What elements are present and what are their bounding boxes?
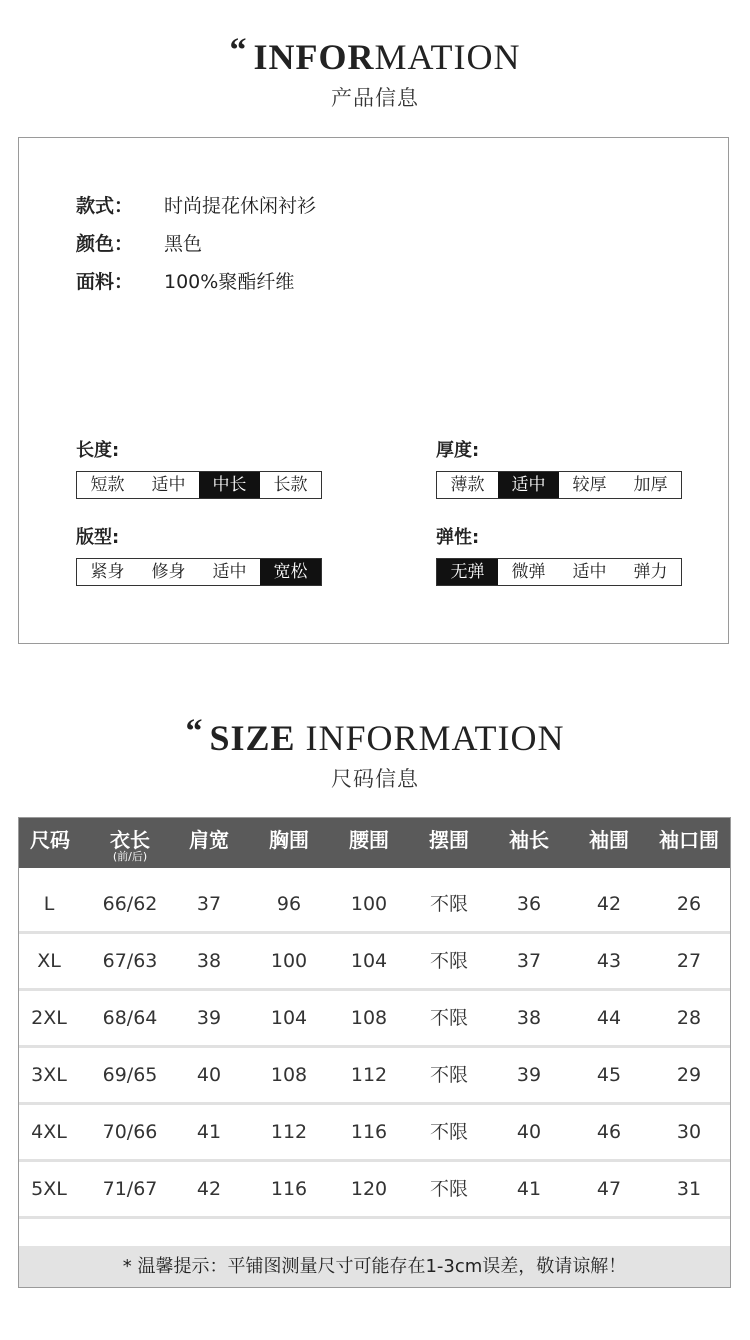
info-title-rest: MATION xyxy=(374,37,521,77)
table-cell: 29 xyxy=(676,1064,702,1086)
attr-value: 时尚提花休闲衬衫 xyxy=(164,195,317,217)
fit-option: 宽松 xyxy=(260,559,321,585)
attr-value: 100%聚酯纤维 xyxy=(164,271,295,293)
table-cell: 116 xyxy=(350,1121,388,1143)
table-cell: 108 xyxy=(270,1064,308,1086)
header-cell-length xyxy=(91,818,169,868)
fit-label: 版型: xyxy=(76,527,120,548)
table-header xyxy=(19,818,730,868)
table-row xyxy=(19,877,730,934)
table-cell: 71/67 xyxy=(102,1178,158,1200)
table-row xyxy=(19,991,730,1048)
length-option: 短款 xyxy=(90,475,125,495)
table-cell: 39 xyxy=(516,1064,542,1086)
table-cell: 47 xyxy=(596,1178,622,1200)
quote-mark: “ xyxy=(229,32,248,69)
table-cell: 112 xyxy=(270,1121,308,1143)
table-cell: 43 xyxy=(596,950,622,972)
header-subnote: (前/后) xyxy=(112,850,148,863)
table-cell: 37 xyxy=(196,893,222,915)
product-info-box xyxy=(18,137,729,644)
thickness-option: 加厚 xyxy=(633,475,668,495)
elasticity-option: 无弹 xyxy=(437,559,498,585)
elasticity-label: 弹性: xyxy=(436,527,480,548)
size-cell: L xyxy=(43,893,55,915)
length-option: 中长 xyxy=(199,472,260,498)
thickness-option: 较厚 xyxy=(572,475,607,495)
table-cell: 42 xyxy=(596,893,622,915)
table-cell: 45 xyxy=(596,1064,622,1086)
table-cell: 37 xyxy=(516,950,542,972)
length-scale xyxy=(76,471,322,499)
fit-option: 适中 xyxy=(212,562,247,582)
thickness-label: 厚度: xyxy=(436,440,480,461)
elasticity-option: 微弹 xyxy=(511,562,546,582)
table-cell: 不限 xyxy=(429,1121,468,1143)
table-cell: 96 xyxy=(276,893,302,915)
info-section-title xyxy=(0,32,750,112)
header-cell: 袖口围 xyxy=(659,828,719,852)
length-option: 适中 xyxy=(151,475,186,495)
size-cell: 2XL xyxy=(31,1007,67,1029)
fit-option: 紧身 xyxy=(90,562,125,582)
table-cell: 不限 xyxy=(429,893,468,915)
attr-style xyxy=(76,191,316,218)
size-title-rest: INFORMATION xyxy=(305,718,565,758)
table-cell: 27 xyxy=(676,950,702,972)
header-cell: 衣长 xyxy=(110,828,150,852)
elasticity-option: 弹力 xyxy=(633,562,668,582)
table-cell: 41 xyxy=(516,1178,542,1200)
header-cell: 袖长 xyxy=(509,828,549,852)
table-cell: 70/66 xyxy=(102,1121,158,1143)
table-cell: 39 xyxy=(196,1007,222,1029)
elasticity-scale xyxy=(436,558,682,586)
table-cell: 100 xyxy=(270,950,308,972)
header-cell: 腰围 xyxy=(349,828,389,852)
table-cell: 不限 xyxy=(429,1178,468,1200)
table-cell: 40 xyxy=(516,1121,542,1143)
table-cell: 28 xyxy=(676,1007,702,1029)
table-cell: 40 xyxy=(196,1064,222,1086)
table-cell: 38 xyxy=(196,950,222,972)
size-cell: XL xyxy=(37,950,61,972)
table-cell: 46 xyxy=(596,1121,622,1143)
table-cell: 不限 xyxy=(429,1064,468,1086)
size-cell: 3XL xyxy=(31,1064,67,1086)
header-cell: 摆围 xyxy=(429,828,469,852)
info-subtitle: 产品信息 xyxy=(331,86,419,110)
header-cell: 胸围 xyxy=(269,828,309,852)
length-label: 长度: xyxy=(76,440,120,461)
table-row xyxy=(19,1048,730,1105)
attr-label: 款式： xyxy=(76,195,134,217)
fit-option: 修身 xyxy=(151,562,186,582)
table-cell: 不限 xyxy=(429,1007,468,1029)
table-cell: 67/63 xyxy=(102,950,158,972)
table-cell: 38 xyxy=(516,1007,542,1029)
length-option: 长款 xyxy=(273,475,308,495)
attr-color xyxy=(76,229,202,256)
table-cell: 42 xyxy=(196,1178,222,1200)
size-title-en xyxy=(0,713,750,759)
table-cell: 30 xyxy=(676,1121,702,1143)
table-cell: 44 xyxy=(596,1007,622,1029)
size-table xyxy=(18,817,731,1288)
table-cell: 41 xyxy=(196,1121,222,1143)
table-cell: 116 xyxy=(270,1178,308,1200)
table-cell: 104 xyxy=(350,950,388,972)
table-cell: 不限 xyxy=(429,950,468,972)
table-row xyxy=(19,1162,730,1219)
size-cell: 5XL xyxy=(31,1178,67,1200)
table-cell: 108 xyxy=(350,1007,388,1029)
header-cell: 肩宽 xyxy=(189,828,229,852)
size-title-bold: SIZE xyxy=(209,718,296,758)
measurement-note: * 温馨提示：平铺图测量尺寸可能存在1-3cm误差，敬请谅解！ xyxy=(19,1246,730,1287)
table-cell: 68/64 xyxy=(102,1007,158,1029)
thickness-option: 适中 xyxy=(498,472,559,498)
size-section-title xyxy=(0,713,750,793)
thickness-option: 薄款 xyxy=(450,475,485,495)
thickness-scale xyxy=(436,471,682,499)
table-cell: 120 xyxy=(350,1178,388,1200)
table-cell: 69/65 xyxy=(102,1064,158,1086)
size-cell: 4XL xyxy=(31,1121,67,1143)
info-title-bold: INFOR xyxy=(253,37,375,77)
table-row xyxy=(19,1105,730,1162)
attr-fabric xyxy=(76,267,294,294)
table-row xyxy=(19,934,730,991)
table-cell: 100 xyxy=(350,893,388,915)
quote-mark: “ xyxy=(185,713,204,750)
table-cell: 66/62 xyxy=(102,893,158,915)
size-subtitle: 尺码信息 xyxy=(331,767,419,791)
table-cell: 112 xyxy=(350,1064,388,1086)
attr-label: 面料： xyxy=(76,271,134,293)
table-cell: 31 xyxy=(676,1178,702,1200)
header-cell: 袖围 xyxy=(589,828,629,852)
fit-scale xyxy=(76,558,322,586)
table-cell: 26 xyxy=(676,893,702,915)
header-cell: 尺码 xyxy=(30,828,70,852)
attr-value: 黑色 xyxy=(164,233,203,255)
table-cell: 36 xyxy=(516,893,542,915)
table-cell: 104 xyxy=(270,1007,308,1029)
info-title-en xyxy=(0,32,750,78)
elasticity-option: 适中 xyxy=(572,562,607,582)
attr-label: 颜色： xyxy=(76,233,134,255)
